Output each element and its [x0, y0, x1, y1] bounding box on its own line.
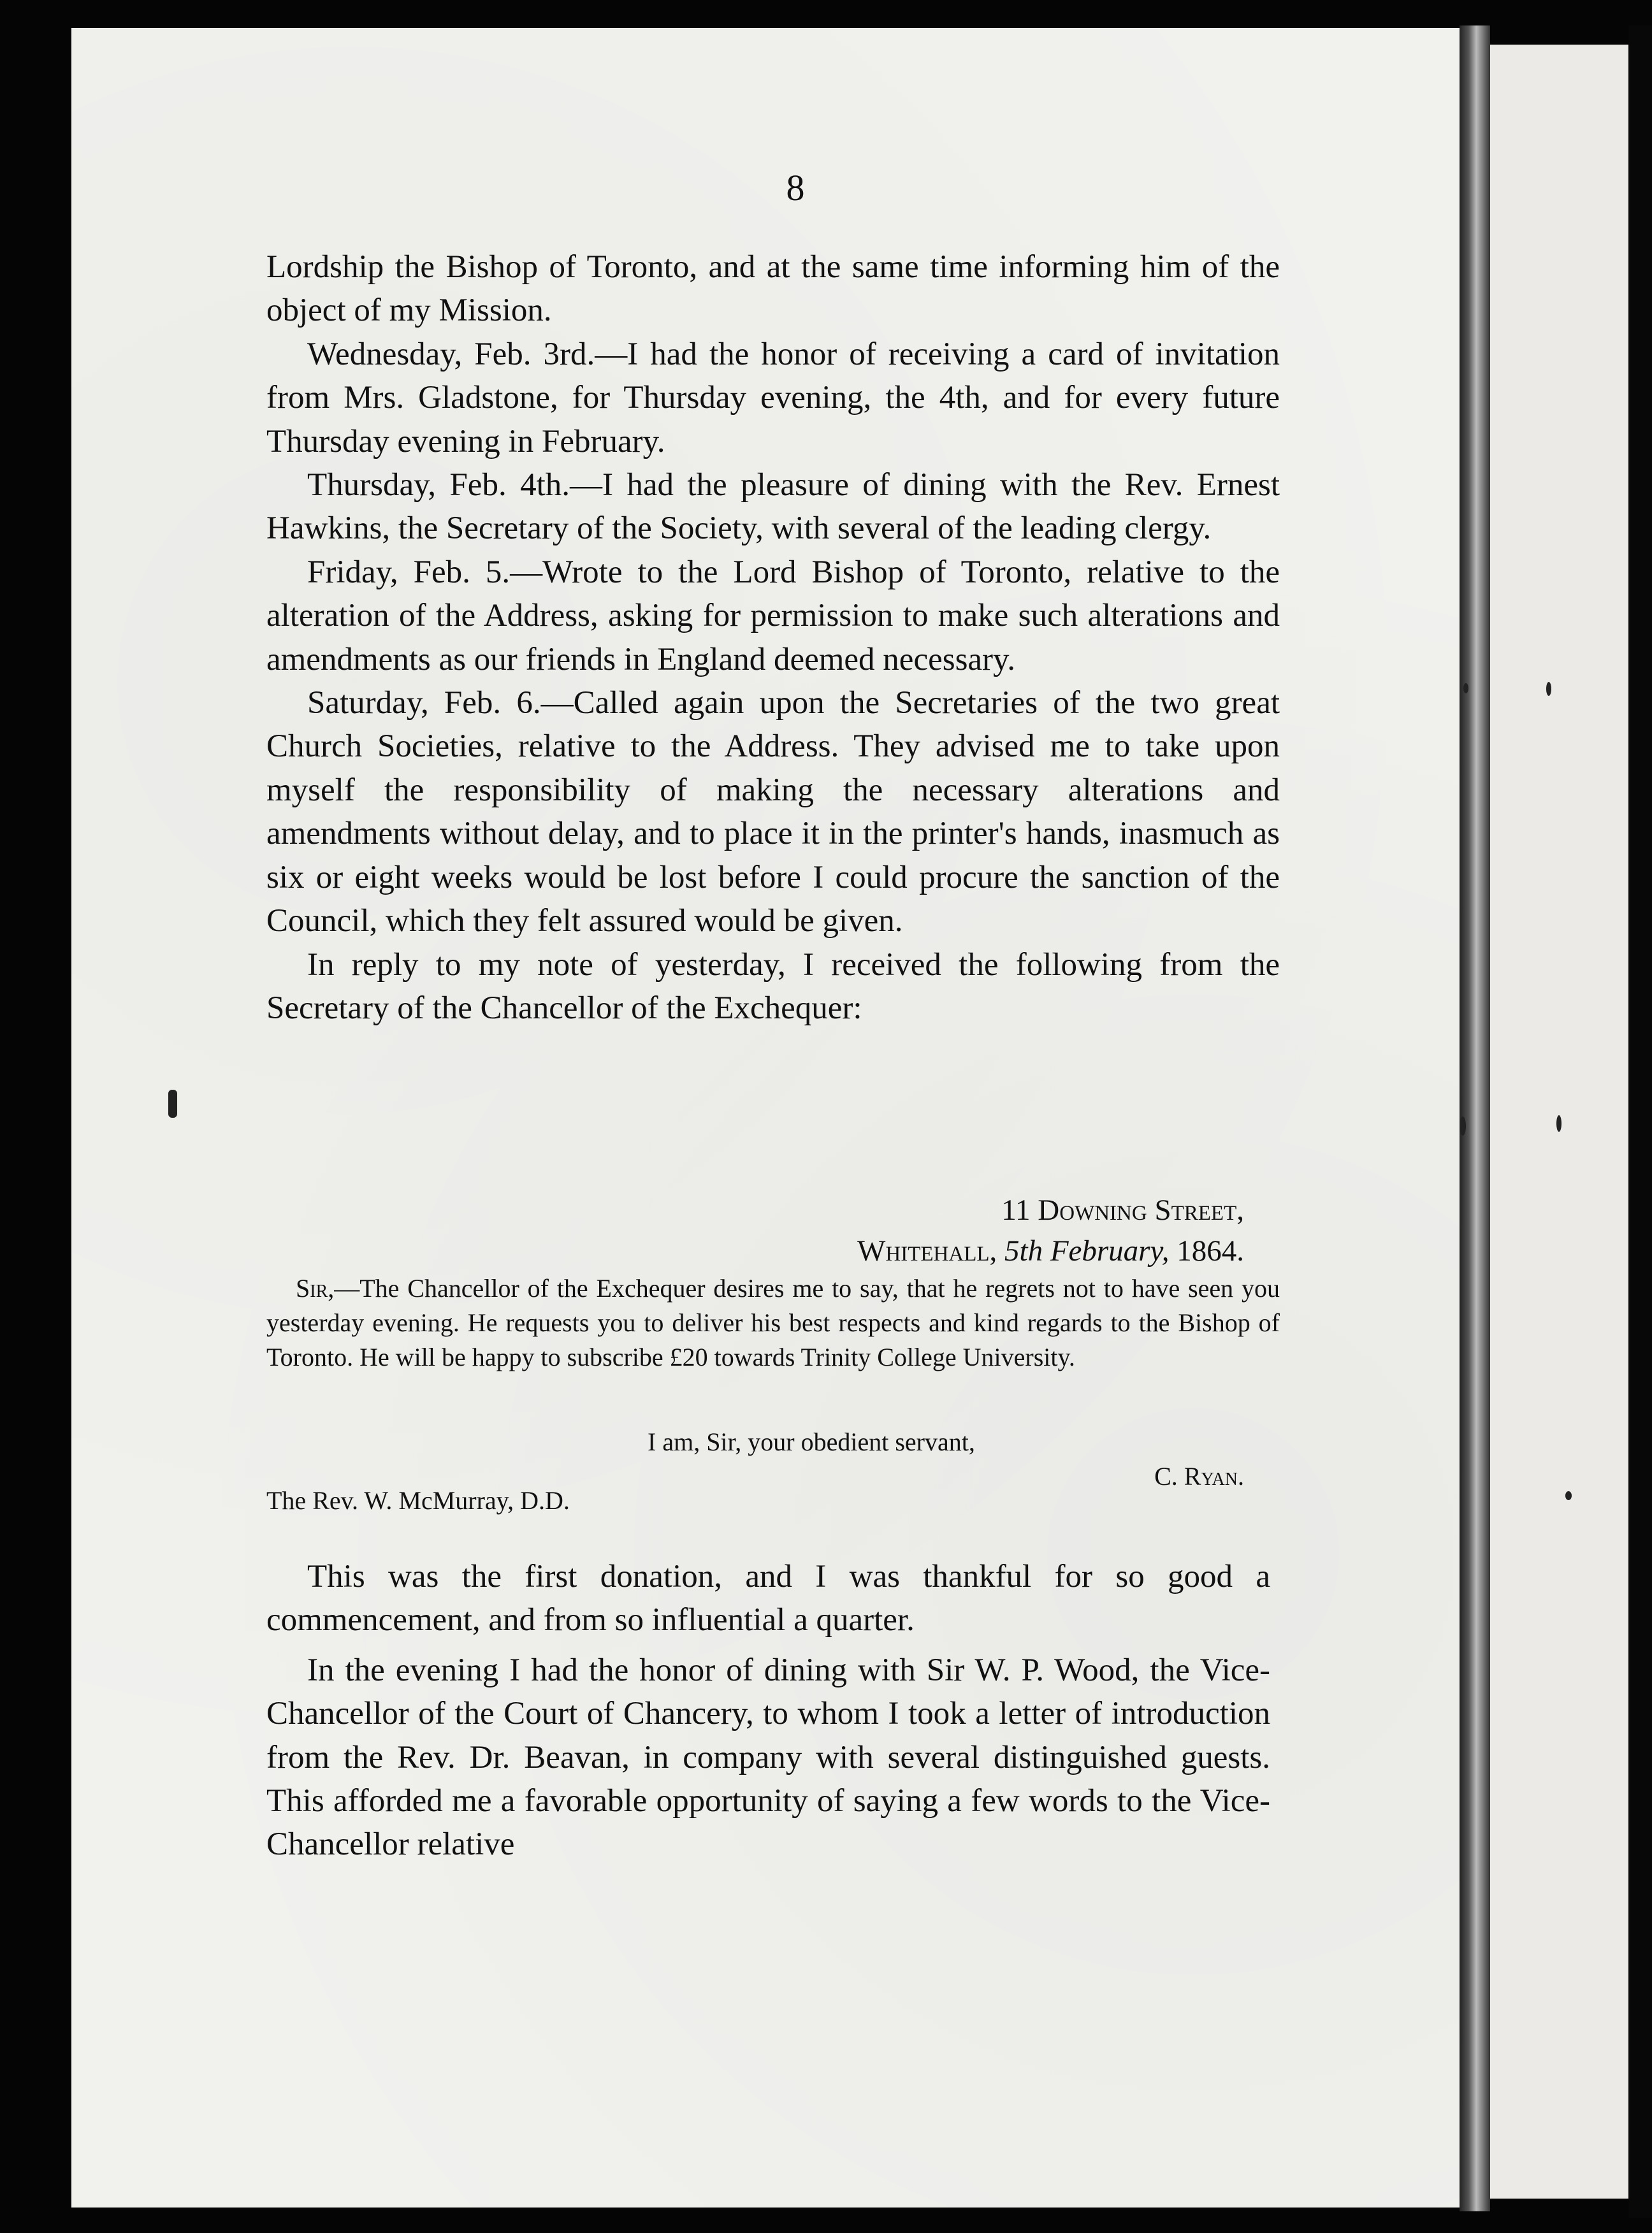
- scan-mark: [1463, 683, 1468, 693]
- letter-dateline: [857, 1231, 1244, 1271]
- letter-address-line: 11 Downing Street,: [1001, 1194, 1244, 1227]
- scan-mark: [1546, 682, 1551, 696]
- letter-closing: I am, Sir, your obedient servant,: [648, 1427, 975, 1456]
- scan-border-right: [1628, 25, 1652, 2218]
- letter-year: 1864.: [1177, 1234, 1244, 1268]
- letter-paragraph: [266, 1271, 1280, 1375]
- letter-salutation: Sir,: [296, 1274, 335, 1303]
- body-text-top: [266, 245, 1280, 1030]
- letter-body: [266, 1271, 1280, 1375]
- paragraph: Wednesday, Feb. 3rd.—I had the honor of receiving a card of invitation from Mrs. Gladstone, for Thursday evening, the 4th, and for every future Thursday evening in February.: [266, 336, 1280, 459]
- paragraph: Friday, Feb. 5.—Wrote to the Lord Bishop of Toronto, relative to the alteration of the Address, asking for permission to make such alterations and amendments as our friends in England deemed necessary.: [266, 554, 1280, 677]
- letter-addressee: The Rev. W. McMurray, D.D.: [266, 1486, 570, 1515]
- letter-signature: C. Ryan.: [1154, 1462, 1244, 1491]
- scan-mark: [1460, 1116, 1466, 1136]
- letter-date: 5th February,: [1004, 1234, 1170, 1268]
- scan-mark: [1565, 1491, 1572, 1500]
- scan-mark: [168, 1090, 177, 1118]
- page-number: 8: [786, 167, 805, 208]
- paragraph: Thursday, Feb. 4th.—I had the pleasure of dining with the Rev. Ernest Hawkins, the Secretary of the Society, with several of the leading clergy.: [266, 467, 1280, 547]
- paragraph: In reply to my note of yesterday, I received the following from the Secretary of the Chancellor of the Exchequer:: [266, 946, 1280, 1026]
- facing-page-edge: [1490, 45, 1638, 2199]
- scan-mark: [1556, 1115, 1561, 1132]
- paragraph: Lordship the Bishop of Toronto, and at the same time informing him of the object of my Mission.: [266, 249, 1280, 329]
- letter-text: —The Chancellor of the Exchequer desires me to say, that he regrets not to have seen you yesterday evening. He requests you to deliver his best respects and kind regards to the Bishop of Toronto. He will be happy to subscribe £20 towards Trinity College University.: [266, 1274, 1280, 1371]
- body-text-bottom: [266, 1555, 1270, 1873]
- letter-header: [857, 1190, 1244, 1271]
- paragraph: This was the first donation, and I was thankful for so good a commencement, and from so influential a quarter.: [266, 1559, 1270, 1638]
- paragraph: In the evening I had the honor of dining with Sir W. P. Wood, the Vice-Chancellor of the Court of Chancery, to whom I took a letter of introduction from the Rev. Dr. Beavan, in company with several distinguished guests. This afforded me a favorable opportunity of saying a few words to the Vice-Chancellor relative: [266, 1652, 1270, 1863]
- paragraph: Saturday, Feb. 6.—Called again upon the Secretaries of the two great Church Societies, relative to the Address. They advised me to take upon myself the responsibility of making the necessary alterations and amendments without delay, and to place it in the printer's hands, inasmuch as six or eight weeks would be lost before I could procure the sanction of the Council, which they felt assured would be given.: [266, 685, 1280, 939]
- letter-place: Whitehall,: [857, 1234, 997, 1268]
- letter-address: [857, 1190, 1244, 1231]
